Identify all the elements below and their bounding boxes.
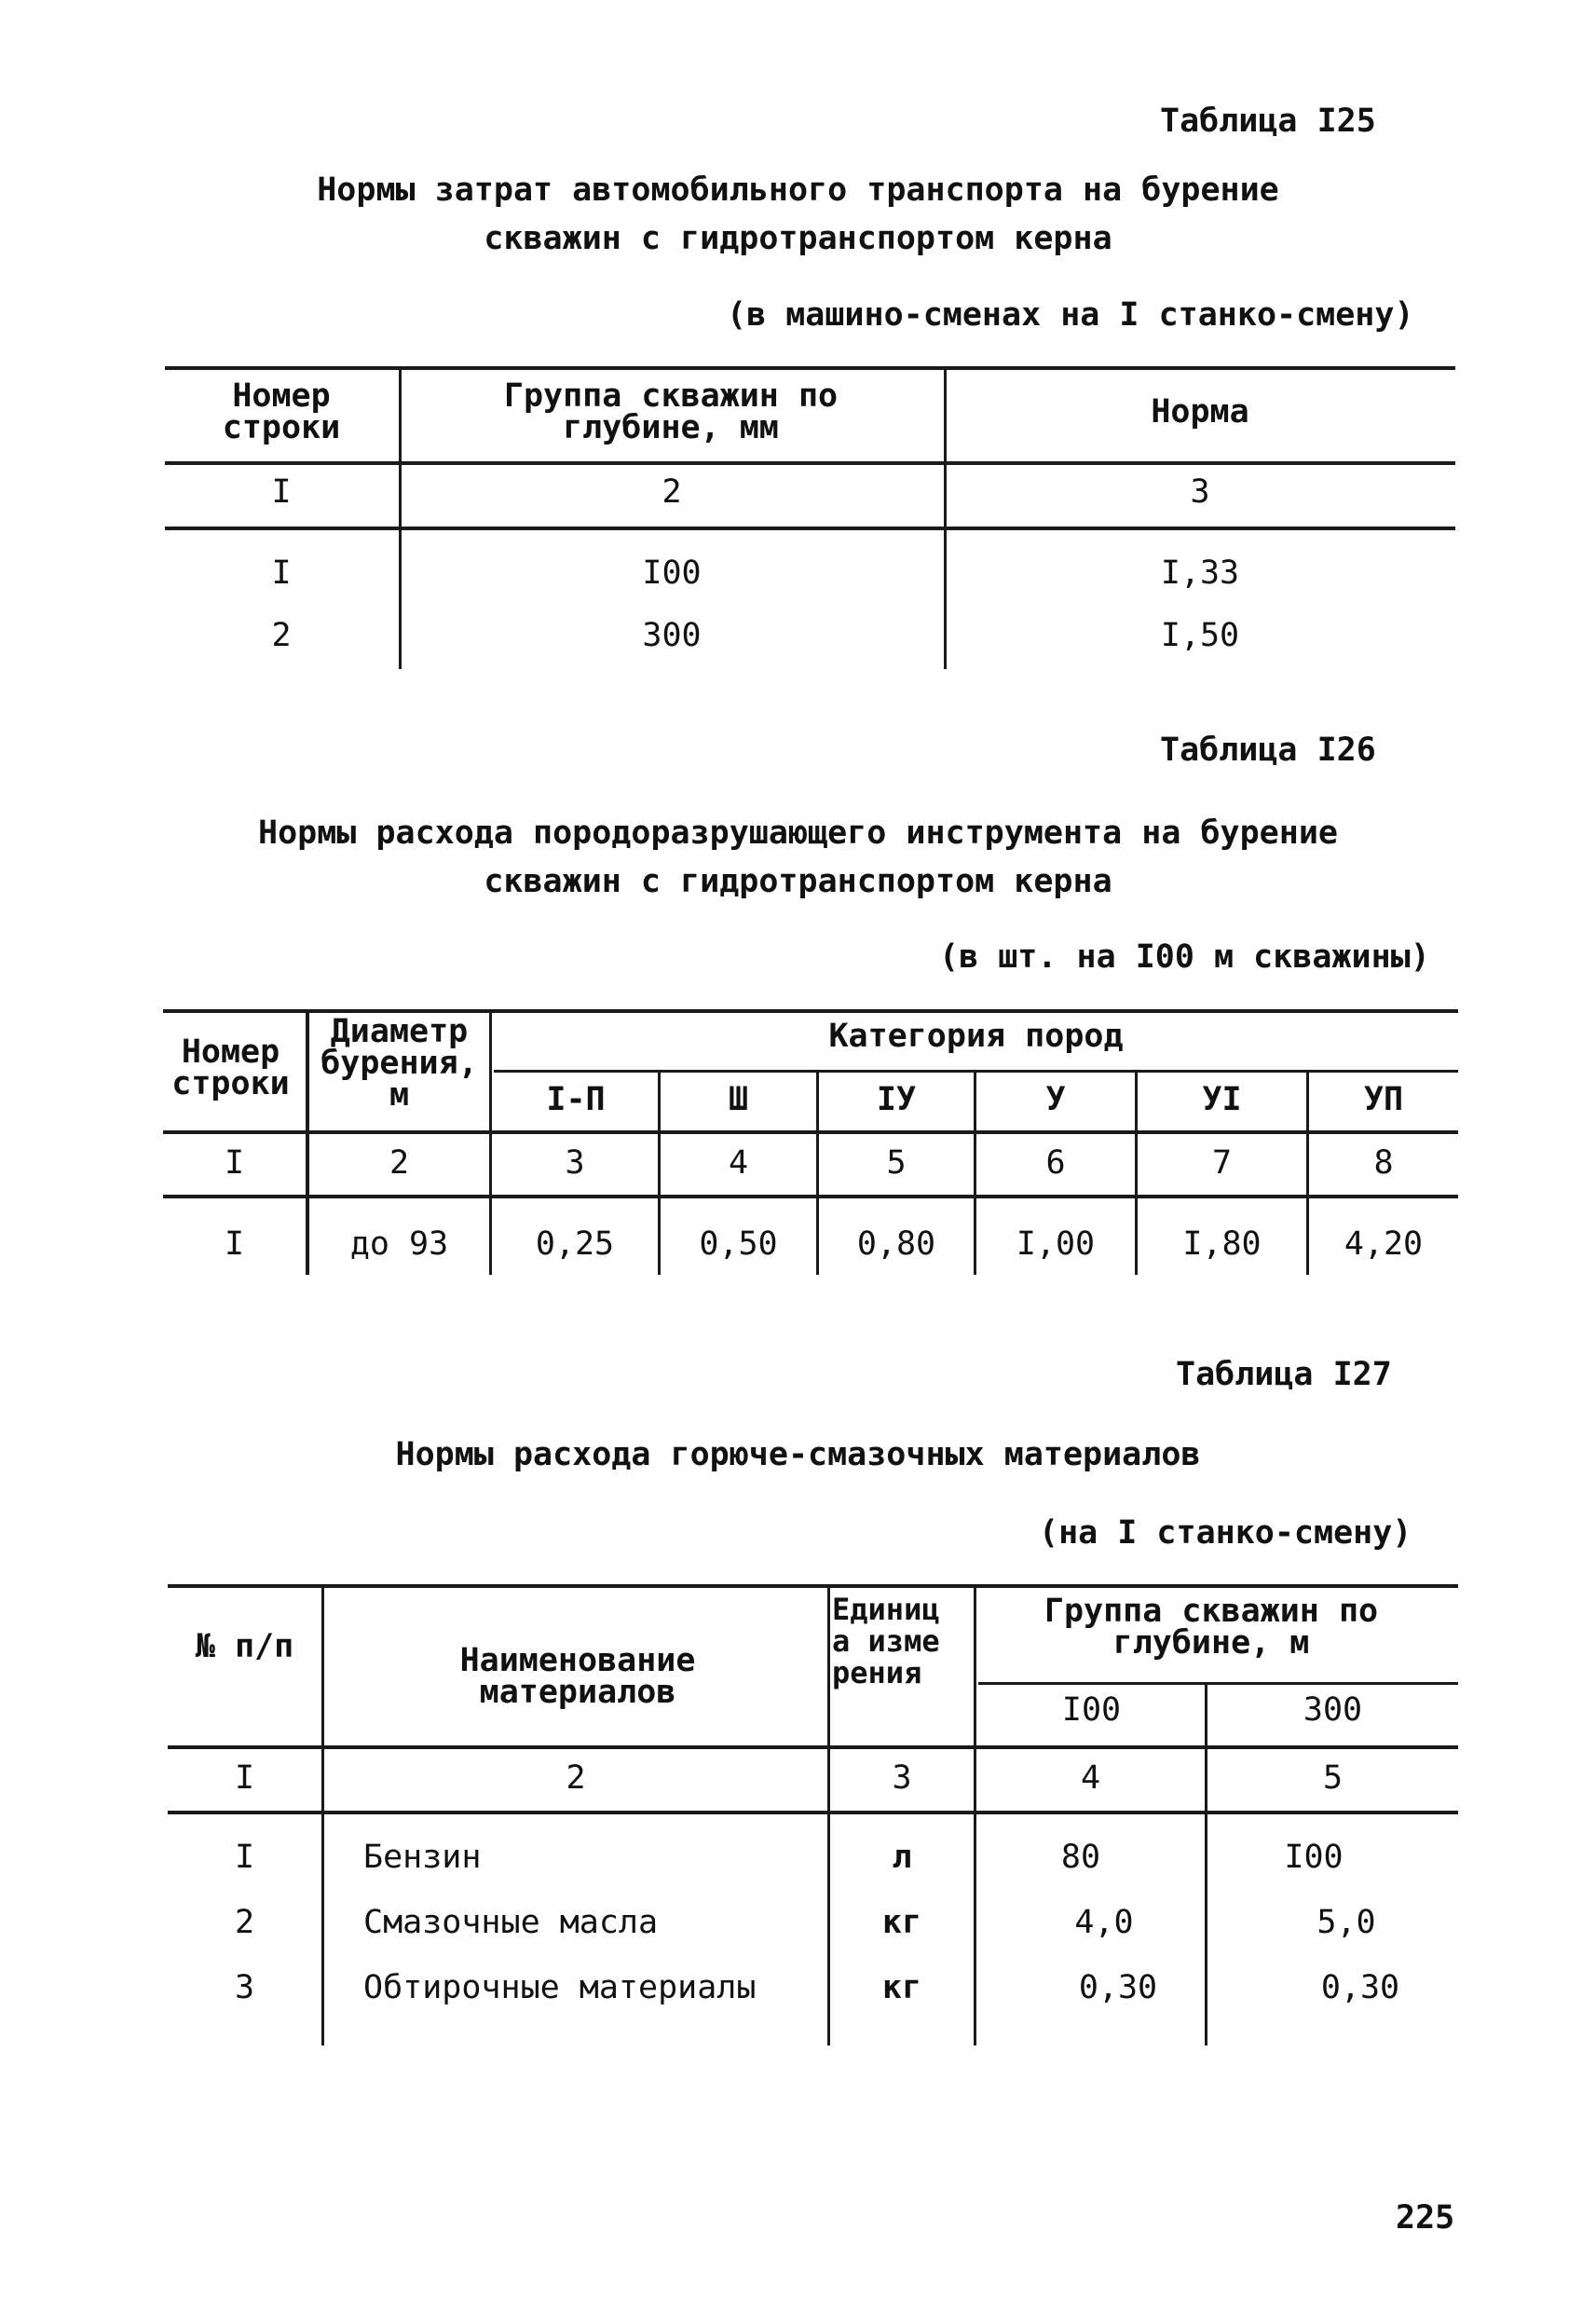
table126-cell: 0,25 — [535, 1225, 615, 1263]
table125-unit: (в машино-сменах на I станко-смену) — [727, 296, 1414, 334]
table126-colnum: 4 — [728, 1144, 749, 1182]
table127-header-group: Группа скважин по глубине, м — [1044, 1593, 1379, 1662]
table127-cell: кг — [881, 1969, 922, 2006]
table126-title-line1: Нормы расхода породоразрушающего инструмента на бурение — [258, 814, 1338, 852]
table127-colnum: 4 — [1080, 1759, 1101, 1797]
table127-cell: Смазочные масла — [363, 1904, 659, 1941]
table125-title-line1: Нормы затрат автомобильного транспорта на бурение — [317, 171, 1279, 209]
table126-colnum: 6 — [1045, 1144, 1066, 1182]
table126-unit: (в шт. на I00 м скважины) — [939, 938, 1430, 976]
table126-cell: 0,50 — [699, 1225, 778, 1263]
table127-colnum: 2 — [566, 1759, 586, 1797]
table125-caption: Таблица I25 — [1160, 103, 1376, 140]
table125-colnum: I — [271, 473, 292, 511]
table127-colnum: 3 — [892, 1759, 912, 1797]
table126-cell: до 93 — [349, 1225, 449, 1263]
table126-category: УI — [1202, 1081, 1242, 1118]
table127-depth: I00 — [1061, 1691, 1122, 1729]
table125-header-row-no: Номер строки — [222, 377, 341, 446]
table125-cell: I00 — [642, 554, 702, 592]
table127-cell: 80 — [1060, 1839, 1101, 1876]
table125-cell: I — [271, 554, 292, 592]
table127-caption: Таблица I27 — [1176, 1356, 1392, 1393]
table125-header-norm: Норма — [1151, 393, 1249, 431]
table127-cell: I — [234, 1839, 255, 1876]
table127-unit: (на I станко-смену) — [1039, 1514, 1412, 1552]
table127-cell: Бензин — [363, 1839, 482, 1876]
table126-cell: 0,80 — [856, 1225, 936, 1263]
table126-colnum: 7 — [1211, 1144, 1233, 1182]
table126-colnum: 3 — [565, 1144, 585, 1182]
table126-cell: I,00 — [1016, 1225, 1096, 1263]
table127-cell: 4,0 — [1074, 1904, 1134, 1941]
table126-title-line2: скважин с гидротранспортом керна — [484, 863, 1112, 900]
table126-cell: 4,20 — [1344, 1225, 1424, 1263]
table125-colnum: 2 — [662, 473, 682, 511]
table125-title-line2: скважин с гидротранспортом керна — [484, 220, 1112, 257]
table126-colnum: 5 — [886, 1144, 907, 1182]
table127-depth: 300 — [1303, 1691, 1363, 1729]
table126-header-category: Категория пород — [828, 1018, 1124, 1055]
table127-colnum: I — [234, 1759, 255, 1797]
table126-colnum: I — [224, 1144, 245, 1182]
page-number: 225 — [1396, 2199, 1455, 2237]
table126-category: I-П — [546, 1081, 606, 1118]
table126-colnum: 2 — [389, 1144, 410, 1182]
table127-cell: 2 — [234, 1904, 255, 1941]
table127-cell: Обтирочные материалы — [363, 1969, 757, 2006]
table126-header-diameter: Диаметр бурения, м — [321, 1013, 478, 1114]
table127-cell: 0,30 — [1320, 1969, 1400, 2006]
table126-colnum: 8 — [1373, 1144, 1394, 1182]
table127-title: Нормы расхода горюче-смазочных материалов — [395, 1436, 1201, 1473]
table126-category: У — [1045, 1081, 1066, 1118]
table126-category: Ш — [728, 1081, 749, 1118]
table127-cell: I00 — [1284, 1839, 1344, 1876]
table127-cell: кг — [881, 1904, 922, 1941]
table127-header-name: Наименование материалов — [459, 1642, 696, 1711]
table126-cell: I,80 — [1182, 1225, 1262, 1263]
table127-cell: 3 — [234, 1969, 255, 2006]
table127-colnum: 5 — [1322, 1759, 1344, 1797]
table126-cell: I — [224, 1225, 245, 1263]
table125-cell: 300 — [642, 617, 702, 654]
table125-cell: I,33 — [1160, 554, 1240, 592]
table127-cell: 5,0 — [1316, 1904, 1376, 1941]
table125-cell: 2 — [271, 617, 292, 654]
table126-category: IУ — [876, 1081, 917, 1118]
table125-colnum: 3 — [1190, 473, 1210, 511]
table126-category: УП — [1363, 1081, 1404, 1118]
table126-header-row-no: Номер строки — [171, 1033, 290, 1102]
table126-caption: Таблица I26 — [1160, 732, 1376, 769]
table125-cell: I,50 — [1160, 617, 1240, 654]
table127-cell: 0,30 — [1078, 1969, 1158, 2006]
table127-cell: л — [892, 1839, 912, 1876]
table127-header-unit: Единица измерения — [832, 1592, 940, 1690]
table125-header-group: Группа скважин по глубине, мм — [503, 377, 839, 446]
table127-header-no: № п/п — [195, 1628, 294, 1665]
